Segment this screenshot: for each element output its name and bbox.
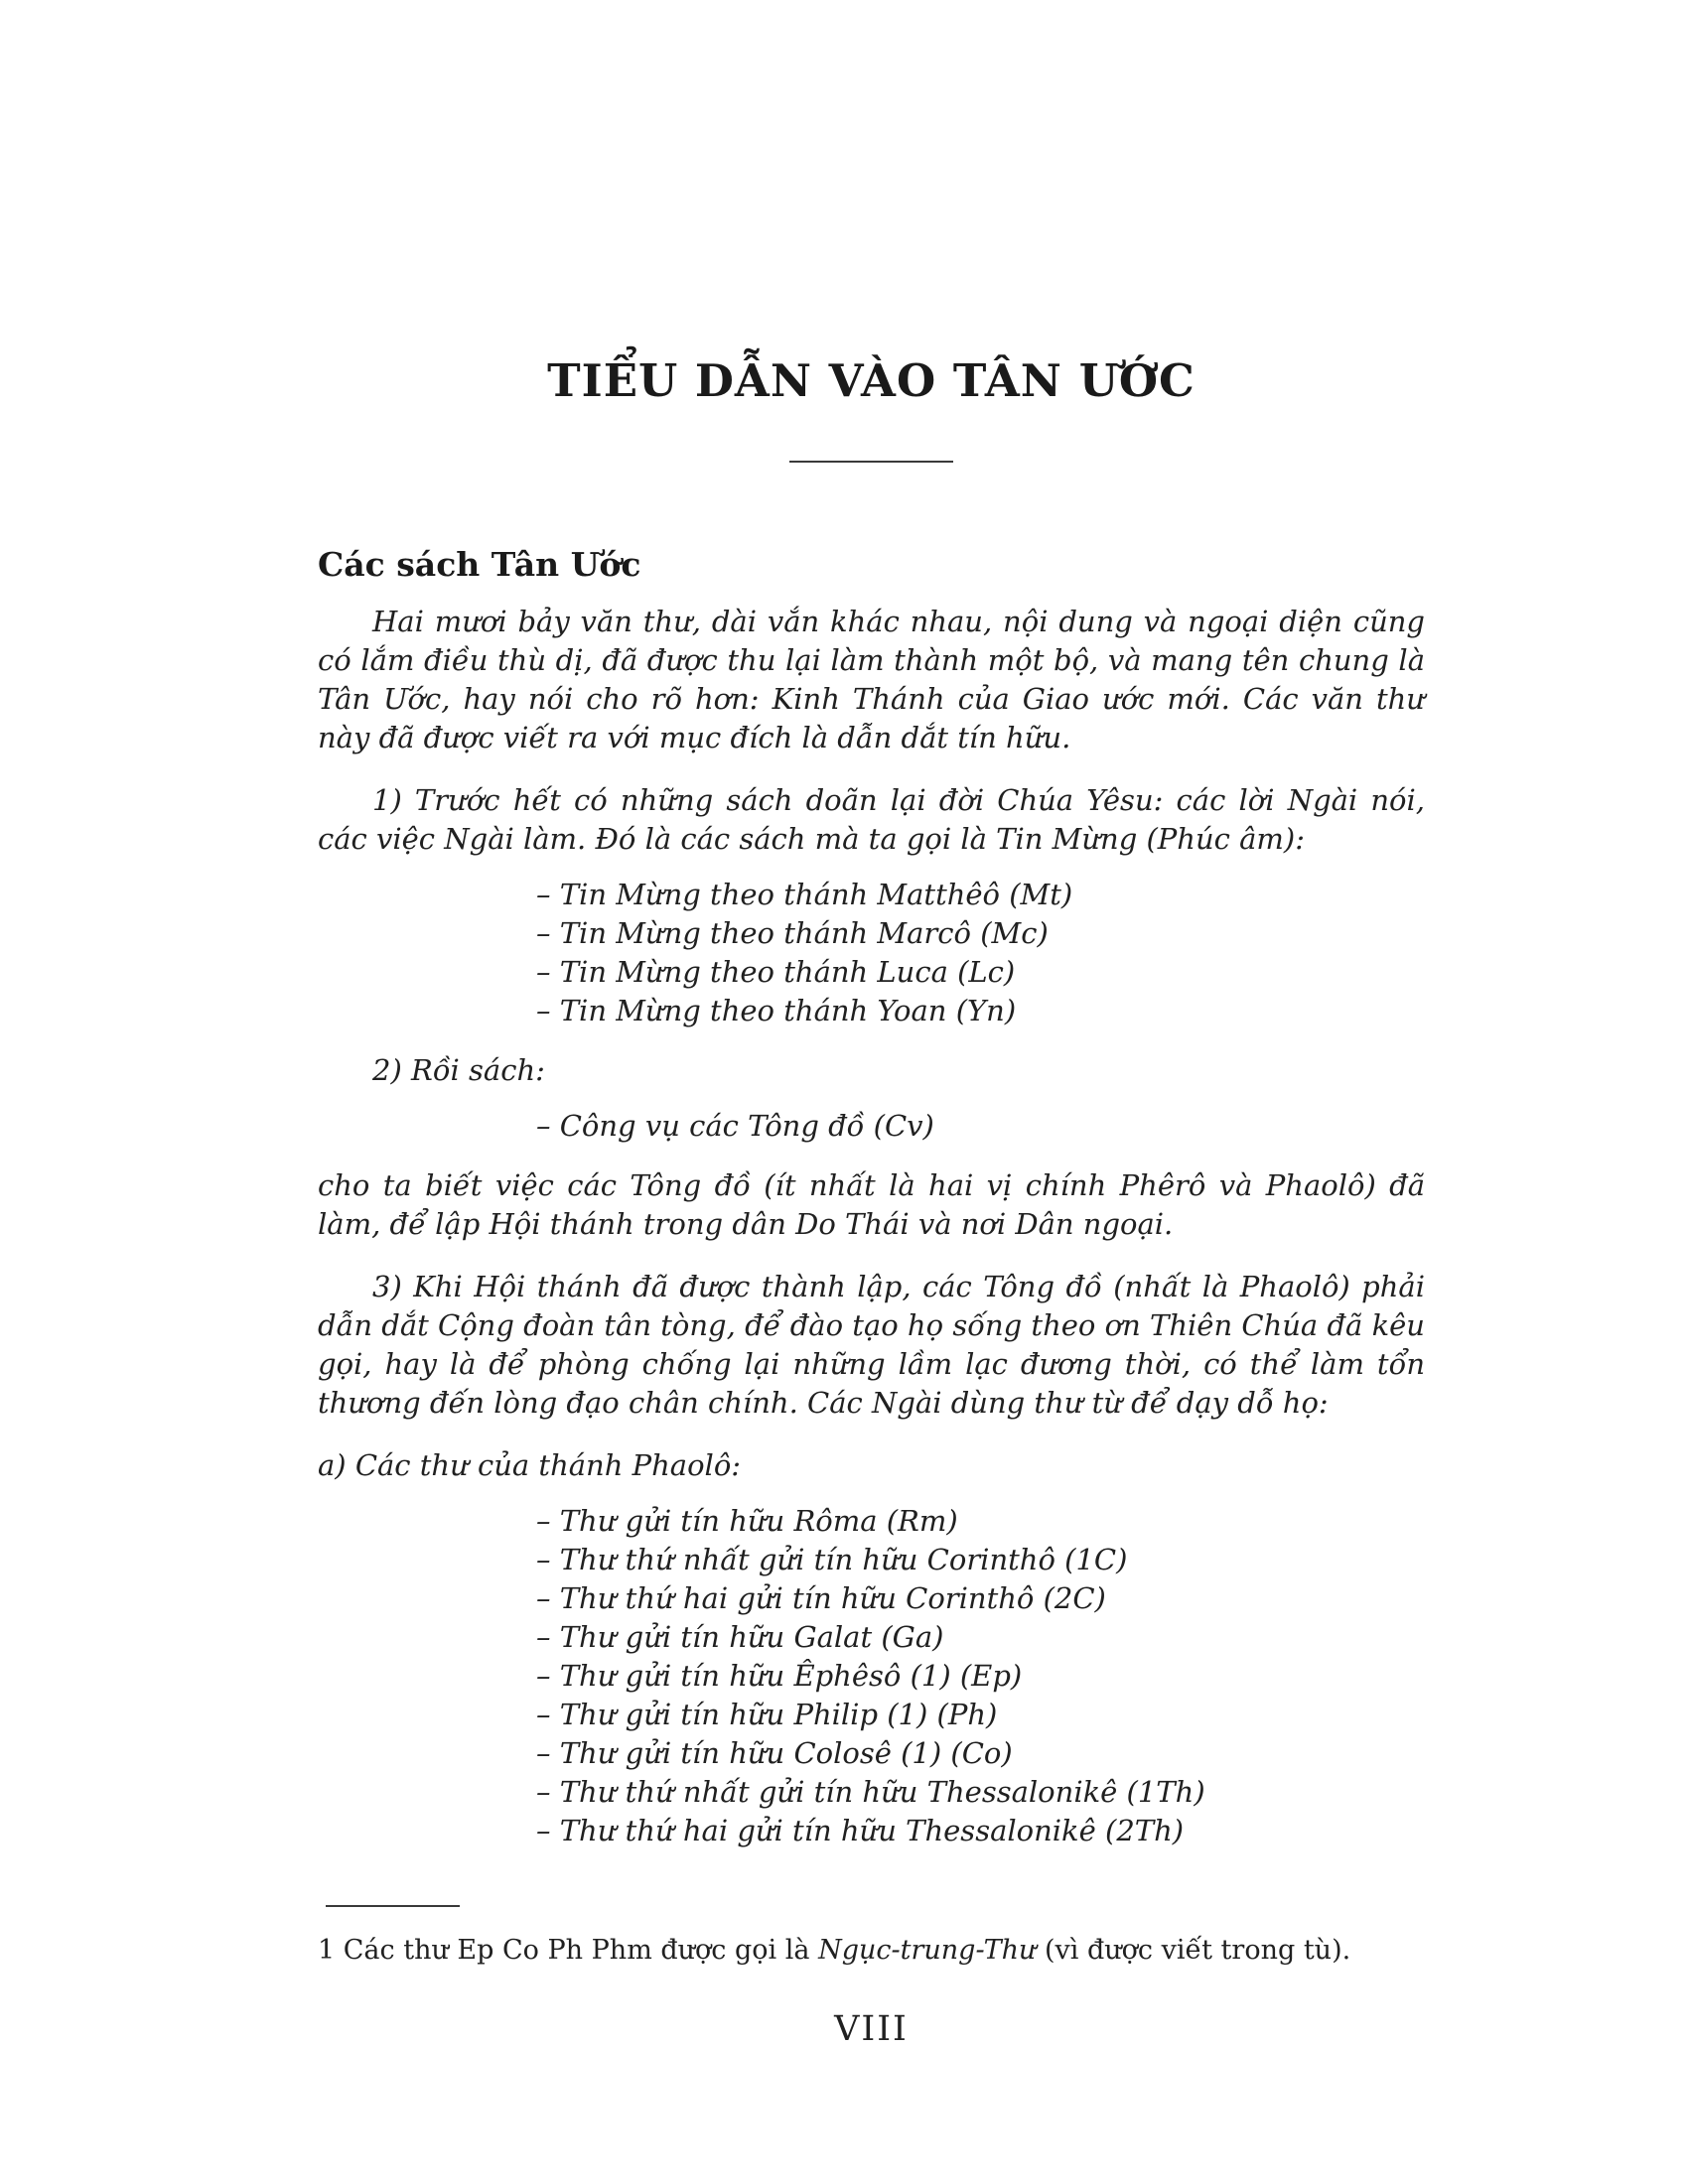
list-item: – Thư gửi tín hữu Colosê (1) (Co): [536, 1736, 1013, 1770]
page-title: TIỂU DẪN VÀO TÂN ƯỚC: [547, 354, 1196, 407]
pauline-letters-list: [318, 1502, 1425, 1850]
footnote-divider-rule: [326, 1905, 460, 1907]
list-item: – Thư thứ hai gửi tín hữu Corinthô (2C): [536, 1581, 1106, 1615]
paragraph-2-acts-intro: 2) Rồi sách:: [372, 1053, 545, 1087]
list-item: – Tin Mừng theo thánh Marcô (Mc): [536, 916, 1049, 950]
title-divider-rule: [789, 461, 953, 463]
footnote-block: [318, 1905, 1425, 1968]
footnote-text: [318, 1934, 1425, 1968]
list-item: – Thư gửi tín hữu Philip (1) (Ph): [536, 1698, 998, 1731]
footnote-text-italic-title: Ngục-trung-Thư: [818, 1935, 1037, 1966]
list-item: – Công vụ các Tông đồ (Cv): [536, 1109, 934, 1143]
footnote-text-before: 1 Các thư Ep Co Ph Phm được gọi là: [318, 1935, 819, 1966]
paragraph-1-gospels-intro: 1) Trước hết có những sách doãn lại đời Chúa Yêsu: các lời Ngài nói, các việc Ngài làm. Đó là các sách mà ta gọi là Tin Mừng (Phúc âm):: [318, 783, 1425, 856]
list-item: – Thư gửi tín hữu Galat (Ga): [536, 1620, 944, 1654]
list-item: – Thư gửi tín hữu Rôma (Rm): [536, 1504, 958, 1538]
page-number: VIII: [834, 2009, 909, 2049]
list-item: – Thư thứ nhất gửi tín hữu Thessalonikê (1Th): [536, 1775, 1205, 1809]
section-heading: Các sách Tân Ước: [318, 545, 641, 584]
paragraph-a-paul-letters: a) Các thư của thánh Phaolô:: [318, 1448, 742, 1482]
gospel-list: [318, 876, 1425, 1030]
acts-list: [318, 1107, 1425, 1146]
list-item: – Thư thứ nhất gửi tín hữu Corinthô (1C): [536, 1543, 1128, 1576]
paragraph-intro: Hai mươi bảy văn thư, dài vắn khác nhau, nội dung và ngoại diện cũng có lắm điều thù dị, đã được thu lại làm thành một bộ, và mang tên chung là Tân Ước, hay nói cho rõ hơn: Kinh Thánh của Giao ước mới. Các văn thư này đã được viết ra với mục đích là dẫn dắt tín hữu.: [318, 605, 1425, 754]
list-item: – Thư thứ hai gửi tín hữu Thessalonikê (2Th): [536, 1814, 1185, 1847]
list-item: – Tin Mừng theo thánh Matthêô (Mt): [536, 878, 1073, 911]
paragraph-3-letters-intro: 3) Khi Hội thánh đã được thành lập, các Tông đồ (nhất là Phaolô) phải dẫn dắt Cộng đoàn tân tòng, để đào tạo họ sống theo ơn Thiên Chúa đã kêu gọi, hay là để phòng chống lại những lầm lạc đương thời, có thể làm tổn thương đến lòng đạo chân chính. Các Ngài dùng thư từ để dạy dỗ họ:: [318, 1270, 1425, 1420]
footnote-text-after: (vì được viết trong tù).: [1036, 1935, 1351, 1966]
paragraph-2-continuation: cho ta biết việc các Tông đồ (ít nhất là hai vị chính Phêrô và Phaolô) đã làm, để lập Hội thánh trong dân Do Thái và nơi Dân ngoại.: [318, 1168, 1425, 1241]
list-item: – Tin Mừng theo thánh Luca (Lc): [536, 955, 1016, 989]
page-content: [318, 0, 1425, 2047]
list-item: – Thư gửi tín hữu Êphêsô (1) (Ep): [536, 1659, 1023, 1693]
list-item: – Tin Mừng theo thánh Yoan (Yn): [536, 994, 1017, 1027]
